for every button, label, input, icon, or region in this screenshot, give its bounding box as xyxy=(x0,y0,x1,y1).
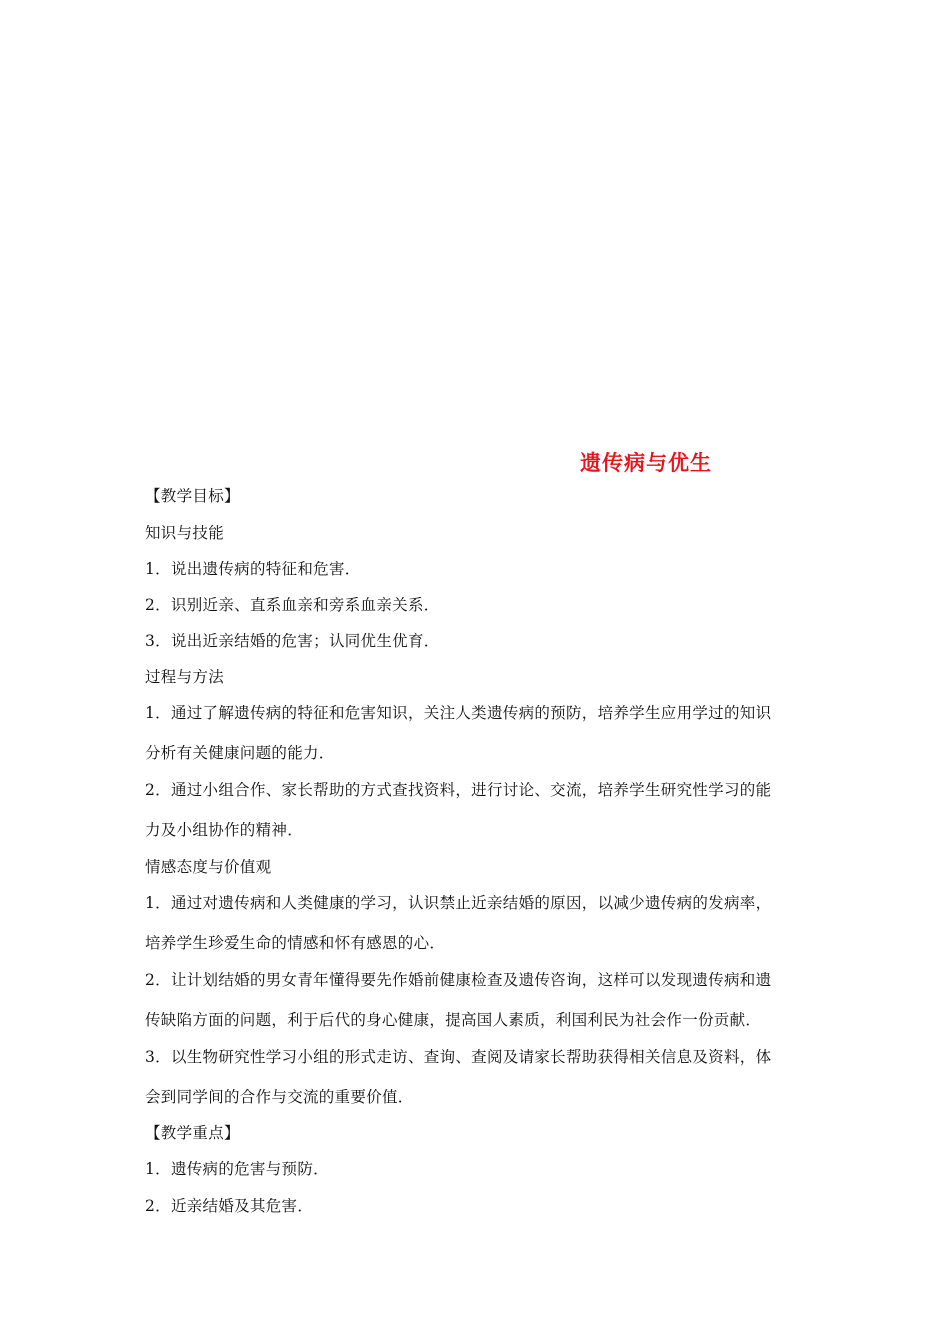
text-line: 会到同学间的合作与交流的重要价值． xyxy=(145,1088,414,1106)
subheading-process-methods: 过程与方法 xyxy=(145,668,225,686)
document-title: 遗传病与优生 xyxy=(580,450,712,475)
text-line: 2．通过小组合作、家长帮助的方式查找资料，进行讨论、交流，培养学生研究性学习的能 xyxy=(145,781,772,799)
section-heading-teaching-focus: 【教学重点】 xyxy=(145,1124,240,1142)
text-line: 2．近亲结婚及其危害． xyxy=(145,1197,314,1215)
text-line: 培养学生珍爱生命的情感和怀有感恩的心． xyxy=(145,934,446,952)
text-line: 传缺陷方面的问题，利于后代的身心健康，提高国人素质，利国利民为社会作一份贡献． xyxy=(145,1011,762,1029)
section-heading-teaching-goals: 【教学目标】 xyxy=(145,487,240,505)
text-line: 1．说出遗传病的特征和危害． xyxy=(145,560,361,578)
text-line: 分析有关健康问题的能力． xyxy=(145,744,335,762)
text-line: 2．让计划结婚的男女青年懂得要先作婚前健康检查及遗传咨询，这样可以发现遗传病和遗 xyxy=(145,971,772,989)
subheading-attitudes-values: 情感态度与价值观 xyxy=(145,858,272,876)
text-line: 3．以生物研究性学习小组的形式走访、查询、查阅及请家长帮助获得相关信息及资料，体 xyxy=(145,1048,772,1066)
text-line: 1．通过对遗传病和人类健康的学习，认识禁止近亲结婚的原因，以减少遗传病的发病率， xyxy=(145,894,772,912)
text-line: 1．通过了解遗传病的特征和危害知识，关注人类遗传病的预防，培养学生应用学过的知识 xyxy=(145,704,772,722)
text-line: 1．遗传病的危害与预防． xyxy=(145,1160,329,1178)
subheading-knowledge-skills: 知识与技能 xyxy=(145,524,225,542)
text-line: 2．识别近亲、直系血亲和旁系血亲关系． xyxy=(145,596,440,614)
text-line: 力及小组协作的精神． xyxy=(145,821,304,839)
text-line: 3．说出近亲结婚的危害；认同优生优育． xyxy=(145,632,440,650)
